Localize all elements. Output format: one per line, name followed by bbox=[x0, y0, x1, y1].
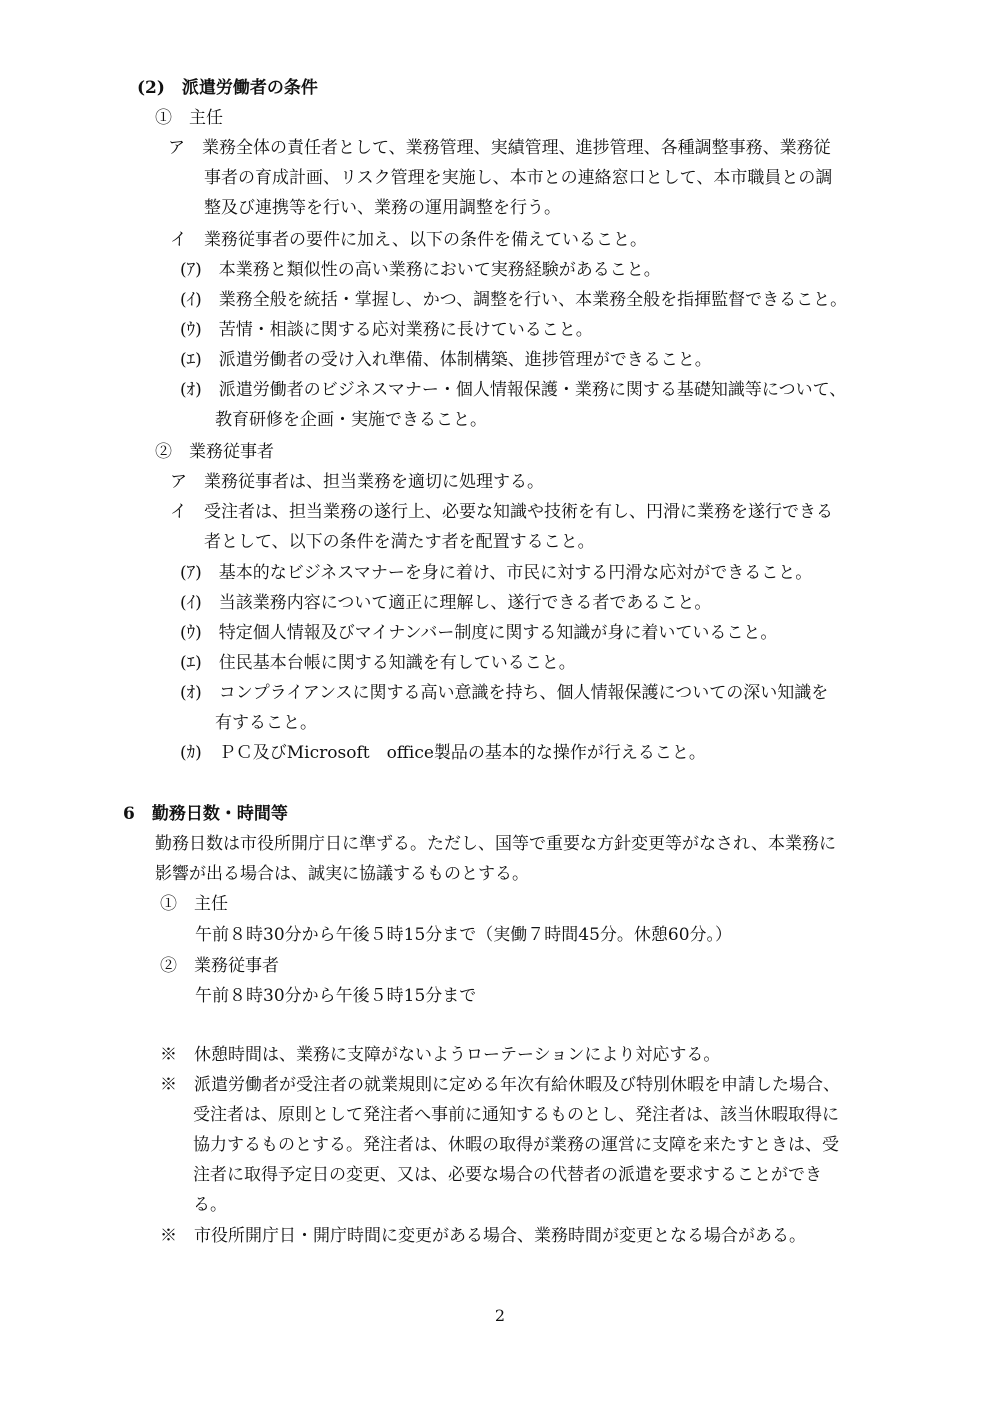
page-number: 2 bbox=[494, 1306, 506, 1325]
list-item: (ｶ) ＰＣ及びMicrosoft office製品の基本的な操作が行えること。 bbox=[180, 743, 706, 763]
paragraph-line: 者として、以下の条件を満たす者を配置すること。 bbox=[204, 532, 595, 552]
paragraph-line: 影響が出る場合は、誠実に協議するものとする。 bbox=[155, 864, 529, 884]
list-item: (ｳ) 苦情・相談に関する応対業務に長けていること。 bbox=[180, 320, 593, 340]
list-item: (ｴ) 派遣労働者の受け入れ準備、体制構築、進捗管理ができること。 bbox=[180, 350, 712, 370]
paragraph-line: イ 受注者は、担当業務の遂行上、必要な知識や技術を有し、円滑に業務を遂行できる bbox=[170, 502, 833, 522]
section-heading: (2) 派遣労働者の条件 bbox=[137, 78, 318, 98]
list-item-continuation: 有すること。 bbox=[215, 713, 317, 733]
note-line: 注者に取得予定日の変更、又は、必要な場合の代替者の派遣を要求することができ bbox=[193, 1165, 822, 1185]
list-item: (ｲ) 業務全般を統括・掌握し、かつ、調整を行い、本業務全般を指揮監督できること。 bbox=[180, 290, 848, 310]
list-item: (ｳ) 特定個人情報及びマイナンバー制度に関する知識が身に着いていること。 bbox=[180, 623, 778, 643]
note-line: ※ 市役所開庁日・開庁時間に変更がある場合、業務時間が変更となる場合がある。 bbox=[160, 1226, 806, 1246]
list-item: (ｲ) 当該業務内容について適正に理解し、遂行できる者であること。 bbox=[180, 593, 712, 613]
note-line: る。 bbox=[193, 1195, 227, 1215]
list-item: (ｵ) コンプライアンスに関する高い意識を持ち、個人情報保護についての深い知識を bbox=[180, 683, 829, 703]
paragraph-line: ア 業務従事者は、担当業務を適切に処理する。 bbox=[170, 472, 544, 492]
subsection-title-chief: ① 主任 bbox=[155, 108, 223, 128]
working-hours-staff: 午前８時30分から午後５時15分まで bbox=[195, 986, 477, 1006]
subsection-title-staff: ② 業務従事者 bbox=[155, 442, 274, 462]
subsection-title-staff: ② 業務従事者 bbox=[160, 956, 279, 976]
paragraph-line: 事者の育成計画、リスク管理を実施し、本市との連絡窓口として、本市職員との調 bbox=[204, 168, 833, 188]
note-line: 協力するものとする。発注者は、休暇の取得が業務の運営に支障を来たすときは、受 bbox=[193, 1135, 839, 1155]
list-item: (ｱ) 本業務と類似性の高い業務において実務経験があること。 bbox=[180, 260, 661, 280]
paragraph-line: 勤務日数は市役所開庁日に準ずる。ただし、国等で重要な方針変更等がなされ、本業務に bbox=[155, 834, 837, 854]
paragraph-line: 整及び連携等を行い、業務の運用調整を行う。 bbox=[204, 198, 561, 218]
list-item-continuation: 教育研修を企画・実施できること。 bbox=[215, 410, 487, 430]
list-item: (ｵ) 派遣労働者のビジネスマナー・個人情報保護・業務に関する基礎知識等について、 bbox=[180, 380, 847, 400]
list-item: (ｴ) 住民基本台帳に関する知識を有していること。 bbox=[180, 653, 576, 673]
list-item: (ｱ) 基本的なビジネスマナーを身に着け、市民に対する円滑な応対ができること。 bbox=[180, 563, 813, 583]
note-line: 受注者は、原則として発注者へ事前に通知するものとし、発注者は、該当休暇取得に bbox=[193, 1105, 839, 1125]
subsection-title-chief: ① 主任 bbox=[160, 894, 228, 914]
working-hours-chief: 午前８時30分から午後５時15分まで（実働７時間45分。休憩60分。） bbox=[195, 925, 733, 945]
note-line: ※ 休憩時間は、業務に支障がないようローテーションにより対応する。 bbox=[160, 1045, 721, 1065]
section-heading: 6 勤務日数・時間等 bbox=[123, 804, 288, 824]
note-line: ※ 派遣労働者が受注者の就業規則に定める年次有給休暇及び特別休暇を申請した場合、 bbox=[160, 1075, 840, 1095]
paragraph-line: ア 業務全体の責任者として、業務管理、実績管理、進捗管理、各種調整事務、業務従 bbox=[168, 138, 831, 158]
paragraph-line: イ 業務従事者の要件に加え、以下の条件を備えていること。 bbox=[170, 230, 648, 250]
